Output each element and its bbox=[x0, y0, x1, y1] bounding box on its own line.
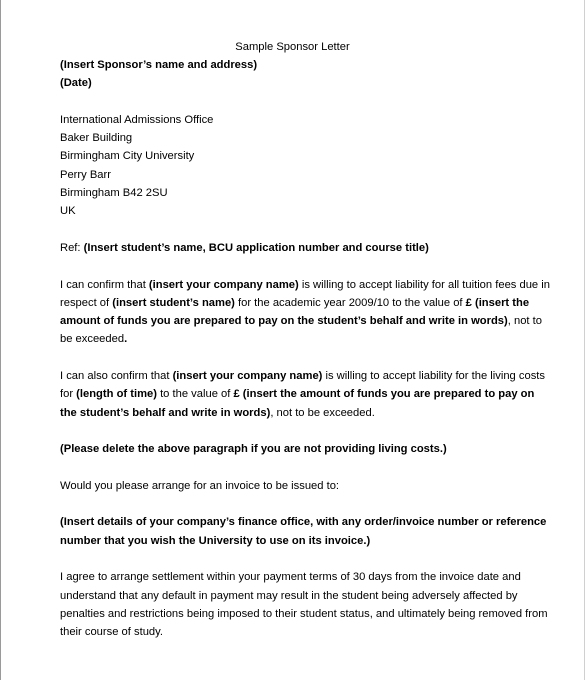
invoice-request: Would you please arrange for an invoice to be issued to: bbox=[60, 479, 340, 492]
page-border-left bbox=[0, 0, 1, 680]
paragraph-line: penalties and restrictions being imposed to their student status, and ultimately being removed from bbox=[60, 607, 548, 620]
paragraph-line bbox=[60, 404, 530, 422]
reference-line bbox=[60, 239, 530, 257]
text-run: be exceeded bbox=[60, 333, 125, 346]
address-line: Birmingham B42 2SU bbox=[60, 187, 168, 200]
letter-title: Sample Sponsor Letter bbox=[235, 41, 350, 53]
spacer bbox=[60, 459, 530, 477]
text-run: is willing to accept liability for all tuition fees due in bbox=[298, 278, 550, 291]
spacer bbox=[60, 257, 530, 275]
amount-placeholder: £ (insert the amount of funds you are prepared to pay on bbox=[233, 388, 535, 401]
closing-paragraph bbox=[60, 568, 548, 641]
text-run: is willing to accept liability for the living costs bbox=[322, 370, 545, 383]
paragraph-line: understand that any default in payment may result in the student being adversely affected by bbox=[60, 589, 518, 602]
paragraph-line bbox=[60, 385, 535, 403]
spacer bbox=[60, 495, 530, 513]
student-name-placeholder: (insert student’s name) bbox=[112, 296, 235, 309]
address-line: Baker Building bbox=[60, 132, 133, 145]
address-line: Perry Barr bbox=[60, 168, 111, 181]
paragraph-line: (Insert details of your company’s finance office, with any order/invoice number or reference bbox=[60, 516, 547, 529]
address-line: Birmingham City University bbox=[60, 150, 195, 163]
address-line: UK bbox=[60, 205, 76, 218]
spacer bbox=[60, 550, 530, 568]
paragraph-line: I agree to arrange settlement within your payment terms of 30 days from the invoice date and bbox=[60, 571, 521, 584]
paragraph-line bbox=[60, 367, 545, 385]
recipient-address bbox=[60, 111, 530, 221]
address-line: International Admissions Office bbox=[60, 113, 214, 126]
company-name-placeholder: (insert your company name) bbox=[148, 278, 299, 291]
letter-page bbox=[60, 38, 550, 642]
tuition-paragraph bbox=[60, 276, 550, 349]
date-placeholder: (Date) bbox=[60, 77, 92, 90]
paragraph-line bbox=[60, 294, 530, 312]
text-run: respect of bbox=[60, 296, 113, 309]
paragraph-line: number that you wish the University to use on its invoice.) bbox=[60, 534, 371, 547]
delete-note: (Please delete the above paragraph if you are not providing living costs.) bbox=[60, 443, 447, 456]
invoice-details-placeholder bbox=[60, 513, 547, 550]
text-run: to the value of bbox=[156, 388, 234, 401]
sponsor-name-placeholder: (Insert Sponsor’s name and address) bbox=[60, 59, 258, 71]
spacer bbox=[60, 93, 530, 111]
company-name-placeholder: (insert your company name) bbox=[172, 370, 323, 383]
text-run: . bbox=[124, 333, 128, 346]
spacer bbox=[60, 349, 530, 367]
text-run: I can also confirm that bbox=[60, 370, 173, 383]
reference-placeholder: (Insert student’s name, BCU application number and course title) bbox=[83, 241, 429, 254]
paragraph-line bbox=[60, 312, 542, 330]
paragraph-line bbox=[60, 330, 530, 348]
text-run: I can confirm that bbox=[60, 278, 149, 291]
paragraph-line: their course of study. bbox=[60, 626, 164, 639]
spacer bbox=[60, 422, 530, 440]
text-run: for the academic year 2009/10 to the value of bbox=[234, 296, 466, 309]
amount-placeholder: the student’s behalf and write in words) bbox=[60, 406, 271, 419]
text-run: for bbox=[60, 388, 77, 401]
spacer bbox=[60, 221, 530, 239]
length-of-time-placeholder: (length of time) bbox=[76, 388, 157, 401]
living-costs-paragraph bbox=[60, 367, 545, 422]
text-run: , not to bbox=[507, 315, 542, 328]
paragraph-line bbox=[60, 276, 550, 294]
amount-placeholder: amount of funds you are prepared to pay on the student’s behalf and write in words) bbox=[60, 315, 508, 328]
text-run: , not to be exceeded. bbox=[270, 406, 375, 419]
reference-prefix: Ref: bbox=[60, 241, 84, 254]
amount-placeholder: £ (insert the bbox=[465, 296, 530, 309]
